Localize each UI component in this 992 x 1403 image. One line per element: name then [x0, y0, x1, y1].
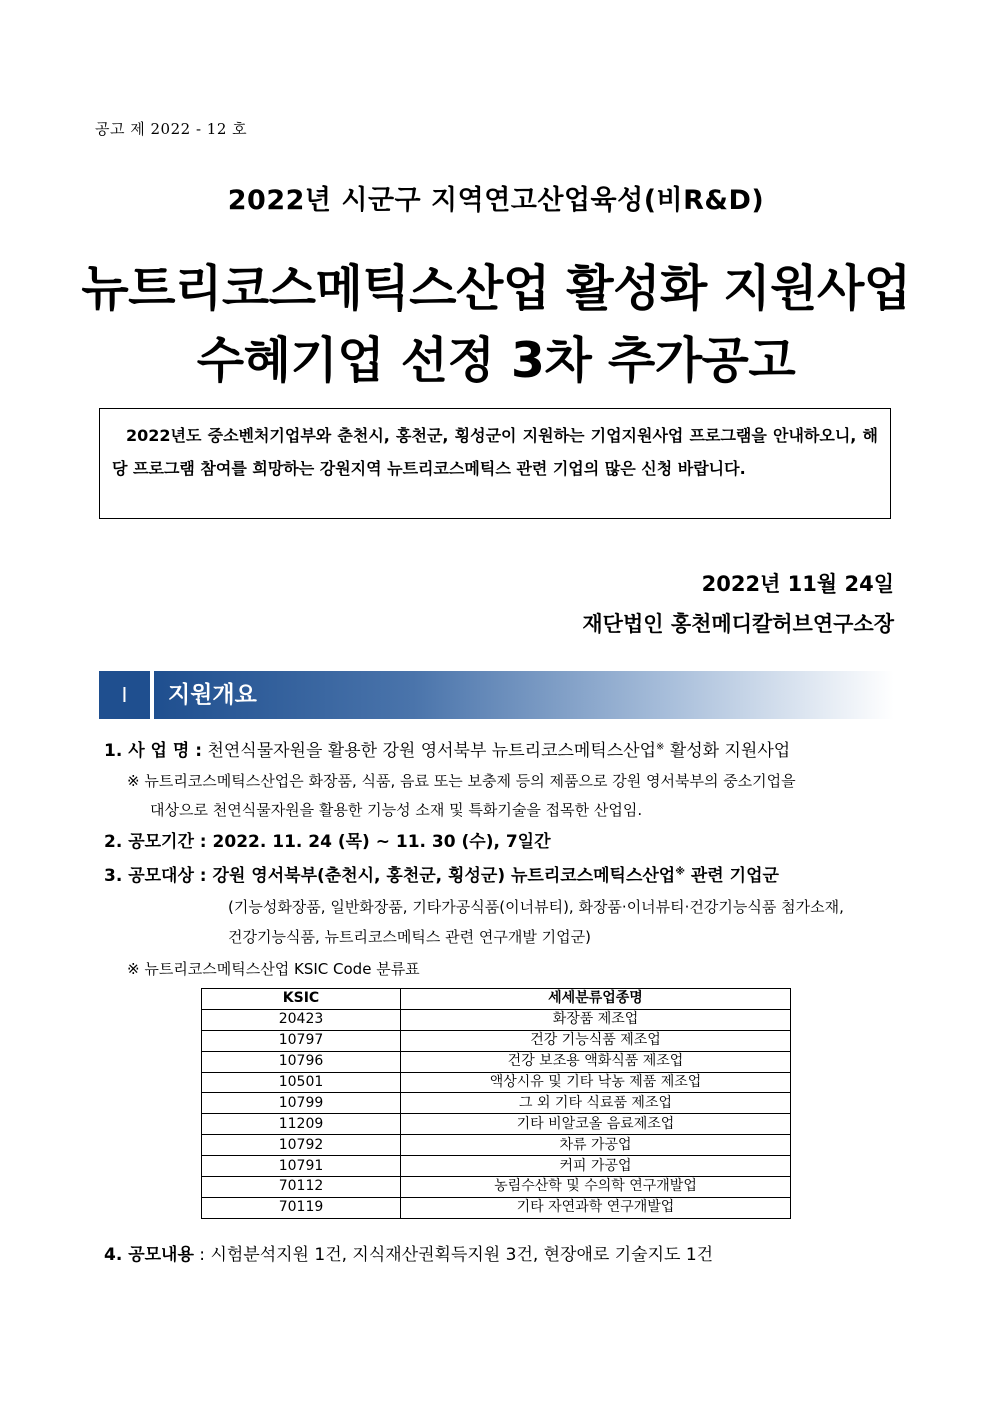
ksic-table	[201, 988, 791, 1219]
ksic-code: 70119	[202, 1197, 401, 1218]
announcement-date: 2022년 11월 24일	[701, 572, 894, 596]
document-title-line1: 뉴트리코스메틱스산업 활성화 지원사업	[81, 260, 911, 317]
target-label: 3. 공모대상 :	[104, 866, 207, 886]
project-name-value: 천연식물자원을 활용한 강원 영서북부 뉴트리코스메틱스산업	[207, 741, 657, 761]
document-subtitle: 2022년 시군구 지역연고산업육성(비R&D)	[227, 185, 765, 216]
period-label: 2. 공모기간 :	[104, 832, 207, 852]
table-row	[202, 1051, 791, 1072]
ksic-industry: 차류 가공업	[401, 1135, 791, 1156]
ksic-header-name: 세세분류업종명	[401, 989, 791, 1010]
ksic-code: 11209	[202, 1114, 401, 1135]
ksic-industry: 커피 가공업	[401, 1156, 791, 1177]
content-value: : 시험분석지원 1건, 지식재산권획득지원 3건, 현장애로 기술지도 1건	[193, 1245, 714, 1265]
table-row	[202, 1197, 791, 1218]
table-row	[202, 1030, 791, 1051]
content-label: 4. 공모내용	[104, 1245, 194, 1265]
ksic-code: 10792	[202, 1135, 401, 1156]
ksic-code: 10799	[202, 1093, 401, 1114]
project-note-line2: 대상으로 천연식물자원을 활용한 기능성 소재 및 특화기술을 접목한 산업임.	[150, 801, 643, 819]
table-row	[202, 1009, 791, 1030]
ksic-table-header-row	[202, 989, 791, 1010]
table-row	[202, 1072, 791, 1093]
target-mark: ※	[675, 866, 685, 878]
project-name-mark: ※	[656, 741, 665, 753]
section-header	[99, 671, 894, 719]
ksic-code: 10796	[202, 1051, 401, 1072]
project-note-line1: ※ 뉴트리코스메틱스산업은 화장품, 식품, 음료 또는 보충제 등의 제품으로 강원 영서북부의 중소기업을	[127, 772, 796, 790]
ksic-industry: 기타 비알코올 음료제조업	[401, 1114, 791, 1135]
ksic-table-caption: ※ 뉴트리코스메틱스산업 KSIC Code 분류표	[127, 960, 420, 978]
issuing-organization: 재단법인 홍천메디칼허브연구소장	[582, 612, 894, 636]
ksic-code: 20423	[202, 1009, 401, 1030]
target-value-end: 관련 기업군	[684, 866, 779, 886]
ksic-header-code: KSIC	[202, 989, 401, 1010]
project-name-value-end: 활성화 지원사업	[664, 741, 791, 761]
ksic-code: 10501	[202, 1072, 401, 1093]
ksic-industry: 화장품 제조업	[401, 1009, 791, 1030]
target-detail-line1: (기능성화장품, 일반화장품, 기타가공식품(이너뷰티), 화장품·이너뷰티·건강기능식품 첨가소재,	[228, 898, 844, 916]
section-number: Ⅰ	[99, 671, 150, 719]
item-content	[104, 1240, 713, 1265]
item-period	[104, 827, 551, 852]
ksic-industry: 액상시유 및 기타 낙농 제품 제조업	[401, 1072, 791, 1093]
target-detail-line2: 건강기능식품, 뉴트리코스메틱스 관련 연구개발 기업군)	[228, 928, 591, 946]
ksic-industry: 건강 기능식품 제조업	[401, 1030, 791, 1051]
ksic-industry: 농림수산학 및 수의학 연구개발업	[401, 1177, 791, 1198]
period-value: 2022. 11. 24 (목) ~ 11. 30 (수), 7일간	[212, 832, 551, 852]
ksic-industry: 그 외 기타 식료품 제조업	[401, 1093, 791, 1114]
project-name-label: 1. 사 업 명 :	[104, 741, 203, 761]
ksic-code: 70112	[202, 1177, 401, 1198]
item-target	[104, 861, 779, 886]
table-row	[202, 1156, 791, 1177]
table-row	[202, 1093, 791, 1114]
ksic-industry: 기타 자연과학 연구개발업	[401, 1197, 791, 1218]
notice-number: 공고 제 2022 - 12 호	[95, 120, 248, 138]
target-value: 강원 영서북부(춘천시, 홍천군, 횡성군) 뉴트리코스메틱스산업	[212, 866, 676, 886]
ksic-industry: 건강 보조용 액화식품 제조업	[401, 1051, 791, 1072]
table-row	[202, 1135, 791, 1156]
table-row	[202, 1114, 791, 1135]
intro-box: 2022년도 중소벤처기업부와 춘천시, 홍천군, 횡성군이 지원하는 기업지원사업 프로그램을 안내하오니, 해당 프로그램 참여를 희망하는 강원지역 뉴트리코스메틱스 관련 기업의 많은 신청 바랍니다.	[99, 408, 891, 519]
ksic-code: 10797	[202, 1030, 401, 1051]
ksic-code: 10791	[202, 1156, 401, 1177]
item-project-name	[104, 736, 790, 761]
document-title-line2: 수혜기업 선정 3차 추가공고	[196, 332, 796, 389]
section-title: 지원개요	[154, 671, 894, 719]
table-row	[202, 1177, 791, 1198]
